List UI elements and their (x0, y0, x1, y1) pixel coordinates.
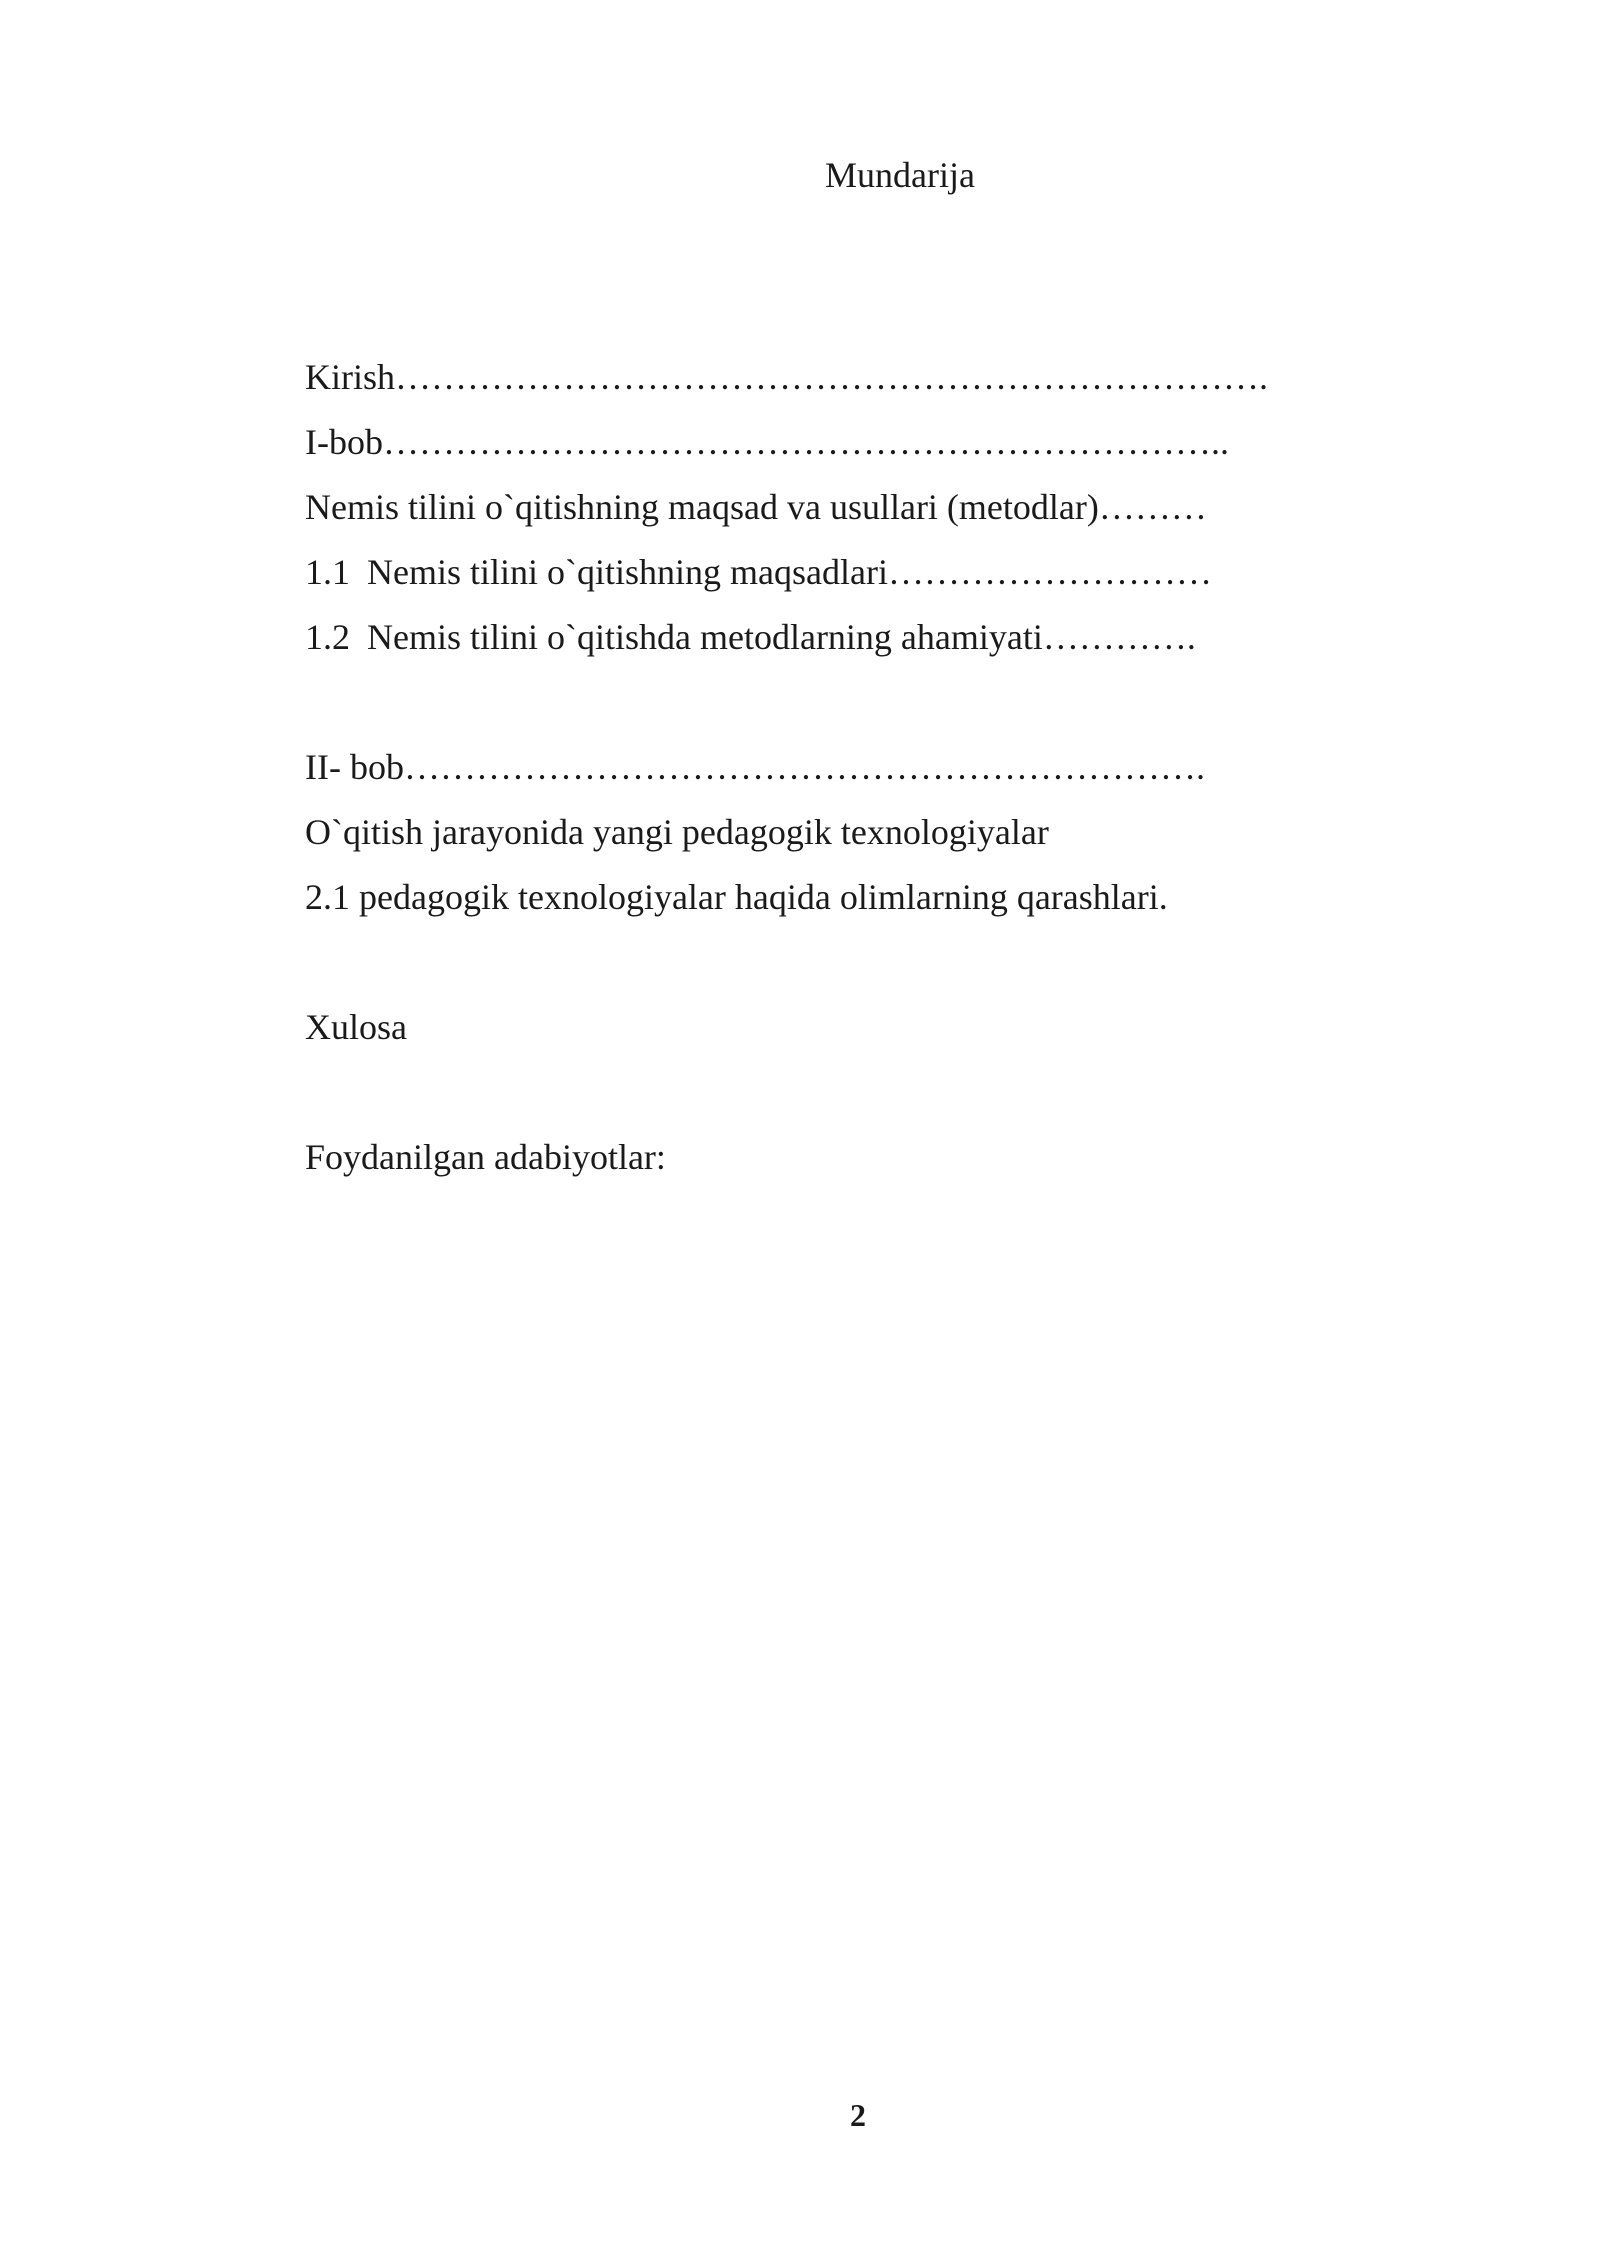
page-number: 2 (850, 2097, 866, 2133)
toc-entry-section-2-1: 2.1 pedagogik texnologiyalar haqida olimlarning qarashlari. (305, 877, 1168, 917)
toc-entry-conclusion: Xulosa (305, 1007, 407, 1047)
toc-spacer (305, 670, 1305, 735)
toc-entry-chapter-1: I-bob…………………………………………………………….. (305, 422, 1229, 462)
toc-entry-section-1-2 (305, 605, 1305, 670)
toc-entry-section-1-1 (305, 540, 1305, 605)
section-title: Nemis tilini o`qitishning maqsadlari……………………… (367, 552, 1212, 592)
toc-spacer (305, 930, 1305, 995)
section-number: 1.2 (305, 617, 350, 657)
toc-spacer (305, 1060, 1305, 1125)
table-of-contents (305, 345, 1305, 1190)
toc-entry-chapter-2: II- bob…………………………………………………………. (305, 747, 1205, 787)
section-title: Nemis tilini o`qitishda metodlarning ahamiyati…………. (367, 617, 1196, 657)
document-title: Mundarija (825, 155, 975, 195)
toc-entry-chapter-2-title: O`qitish jarayonida yangi pedagogik texnologiyalar (305, 812, 1049, 852)
toc-entry-references: Foydanilgan adabiyotlar: (305, 1137, 666, 1177)
toc-entry-chapter-1-title: Nemis tilini o`qitishning maqsad va usullari (metodlar)……… (305, 487, 1207, 527)
toc-entry-kirish: Kirish………………………………………………………………. (305, 357, 1268, 397)
section-number: 1.1 (305, 552, 350, 592)
